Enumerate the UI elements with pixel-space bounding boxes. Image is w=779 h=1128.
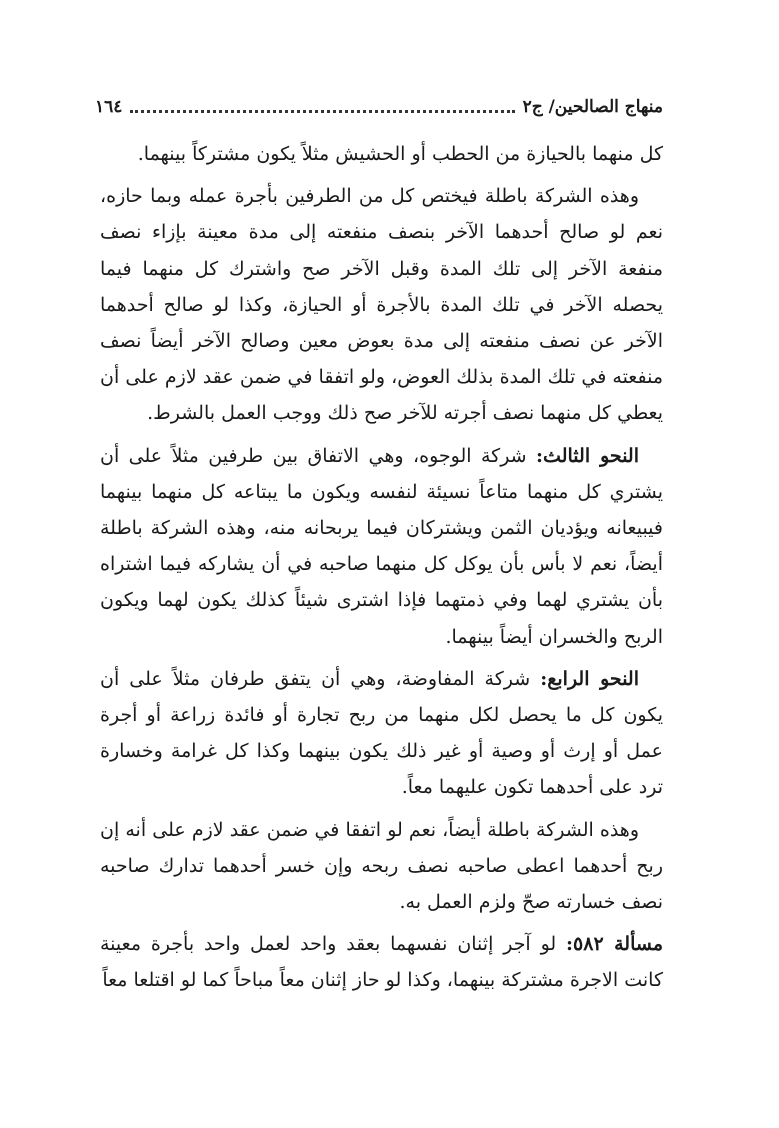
paragraph (100, 136, 663, 172)
paragraph (100, 178, 663, 431)
issue-label: مسألة ٥٨٢: (566, 933, 663, 956)
paragraph (100, 438, 663, 655)
paragraph-text: وهذه الشركة باطلة أيضاً، نعم لو اتفقا في ضمن عقد لازم على أنه إن ربح أحدهما اعطى صاحبه نصف ربحه وإن خسر أحدهما تدارك صاحبه نصف خسارته صحّ ولزم العمل به. (100, 818, 663, 914)
paragraph (100, 812, 663, 921)
paragraph-text: وهذه الشركة باطلة فيختص كل من الطرفين بأجرة عمله وبما حازه، نعم لو صالح أحدهما الآخر بنصف منفعته إلى مدة معينة بإزاء نصف منفعة الآخر إلى تلك المدة وقبل الآخر صح واشترك كل منهما فيما يحصله الآخر في تلك المدة بالأجرة أو الحيازة، وكذا لو صالح أحدهما الآخر عن نصف منفعته إلى مدة بعوض معين وصالح الآخر أيضاً نصف منفعته في تلك المدة بذلك العوض، ولو اتفقا في ضمن عقد لازم على أن يعطي كل منهما نصف أجرته للآخر صح ذلك ووجب العمل بالشرط. (100, 185, 663, 425)
paragraph-text: شركة الوجوه، وهي الاتفاق بين طرفين مثلاً على أن يشتري كل منهما متاعاً نسيئة لنفسه ويكون ما يبتاعه كل منهما بينهما فيبيعانه ويؤديان الثمن ويشتركان فيما يربحانه منه، وهذه الشركة باطلة أيضاً، نعم لا بأس بأن يوكل كل منهما صاحبه في أن يشاركه فيما اشتراه بأن يشتري لهما وفي ذمتهما فإذا اشترى شيئاً كذلك يكون لهما ويكون الربح والخسران أيضاً بينهما. (100, 444, 663, 648)
paragraph (100, 661, 663, 806)
page-body (100, 136, 663, 1005)
paragraph-text: كل منهما بالحيازة من الحطب أو الحشيش مثلاً يكون مشتركاً بينهما. (137, 143, 663, 165)
paragraph-text: شركة المفاوضة، وهي أن يتفق طرفان مثلاً على أن يكون كل ما يحصل لكل منهما من ربح تجارة أو فائدة زراعة أو أجرة عمل أو إرث أو وصية أو غير ذلك يكون بينهما وكذا كل غرامة وخسارة ترد على أحدهما تكون عليهما معاً. (100, 667, 663, 799)
book-title: منهاج الصالحين/ ج٢ (522, 97, 663, 117)
header-dot-leader (130, 102, 514, 113)
section-label: النحو الثالث: (536, 444, 639, 467)
section-label: النحو الرابع: (540, 667, 639, 690)
paragraph-text: لو آجر إثنان نفسهما بعقد واحد لعمل واحد بأجرة معينة كانت الاجرة مشتركة بينهما، وكذا لو حاز إثنان معاً مباحاً كما لو اقتلعا معاً (100, 933, 663, 992)
running-header (95, 92, 663, 122)
paragraph (100, 926, 663, 998)
page-number: ١٦٤ (95, 97, 123, 117)
